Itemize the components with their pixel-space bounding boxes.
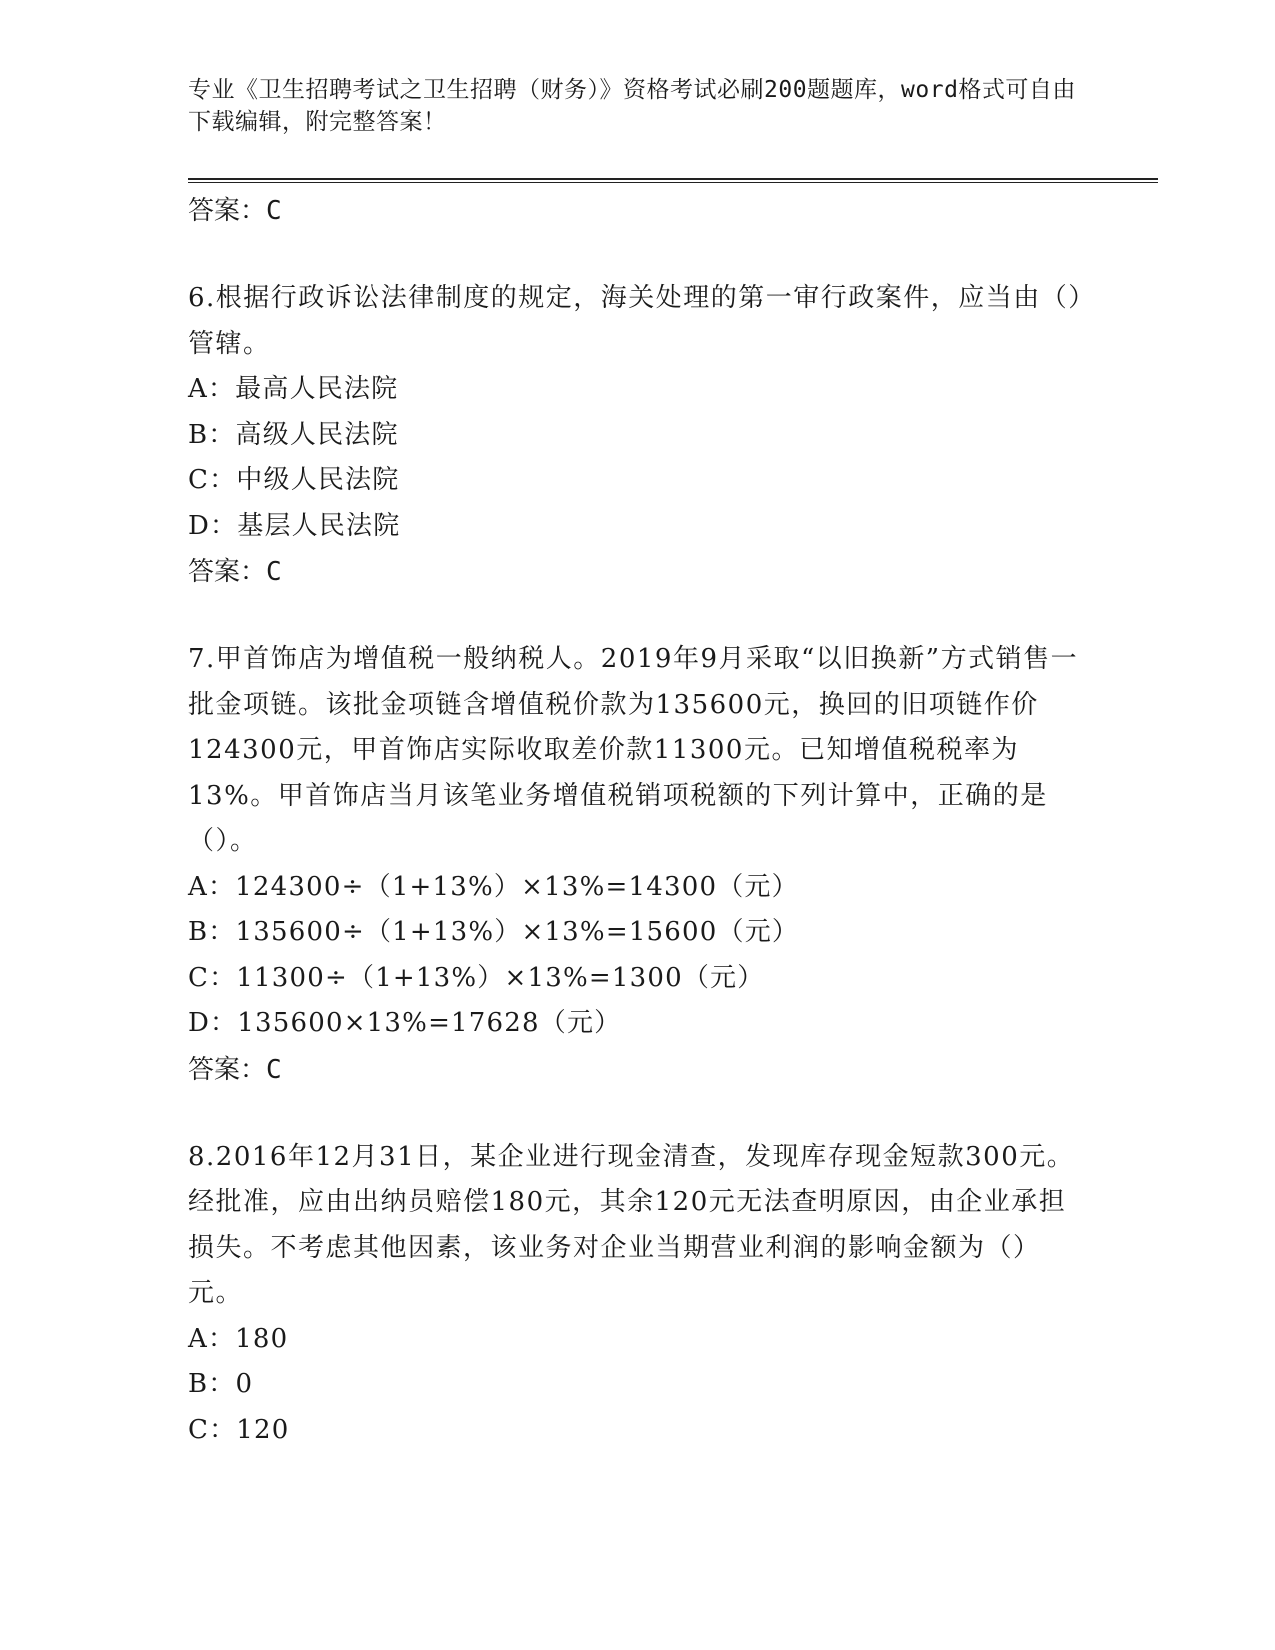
- question-stem: 6.根据行政诉讼法律制度的规定，海关处理的第一审行政案件，应当由（）管辖。: [188, 283, 1083, 359]
- question-stem: 8.2016年12月31日，某企业进行现金清查，发现库存现金短款300元。经批准，应由出纳员赔偿180元，其余120元无法查明原因，由企业承担损失。不考虑其他因素，该业务对企业当期营业利润的影响金额为（）元。: [188, 1141, 1075, 1308]
- question-stem: 7.甲首饰店为增值税一般纳税人。2019年9月采取“以旧换新”方式销售一批金项链。该批金项链含增值税价款为135600元，换回的旧项链作价124300元，甲首饰店实际收取差价款11300元。已知增值税税率为13%。甲首饰店当月该笔业务增值税销项税额的下列计算中，正确的是（）。: [188, 644, 1079, 856]
- option-b: B：135600÷（1+13%）×13%=15600（元）: [188, 917, 800, 947]
- answer-line: 答案：C: [188, 196, 282, 226]
- option-a: A：最高人民法院: [188, 374, 399, 404]
- header-divider: [188, 178, 1158, 183]
- option-b: B：0: [188, 1369, 254, 1399]
- question-block: [188, 637, 1088, 1093]
- option-c: C：120: [188, 1414, 290, 1445]
- answer-line: 答案：C: [188, 1054, 282, 1085]
- option-d: D：基层人民法院: [188, 510, 401, 541]
- option-c: C：中级人民法院: [188, 465, 400, 495]
- option-a: A：180: [188, 1323, 289, 1354]
- option-b: B：高级人民法院: [188, 419, 399, 450]
- spacer: [188, 595, 1088, 637]
- option-d: D：135600×13%=17628（元）: [188, 1008, 622, 1038]
- option-a: A：124300÷（1+13%）×13%=14300（元）: [188, 871, 799, 902]
- document-body: [188, 188, 1088, 1453]
- spacer: [188, 1093, 1088, 1135]
- spacer: [188, 234, 1088, 276]
- page-header-text: 专业《卫生招聘考试之卫生招聘（财务）》资格考试必刷200题题库，word格式可自由下载编辑，附完整答案！: [188, 77, 1076, 135]
- option-c: C：11300÷（1+13%）×13%=1300（元）: [188, 962, 765, 993]
- answer-line: 答案：C: [188, 557, 282, 587]
- question-block: [188, 276, 1088, 595]
- question-block: [188, 1135, 1088, 1454]
